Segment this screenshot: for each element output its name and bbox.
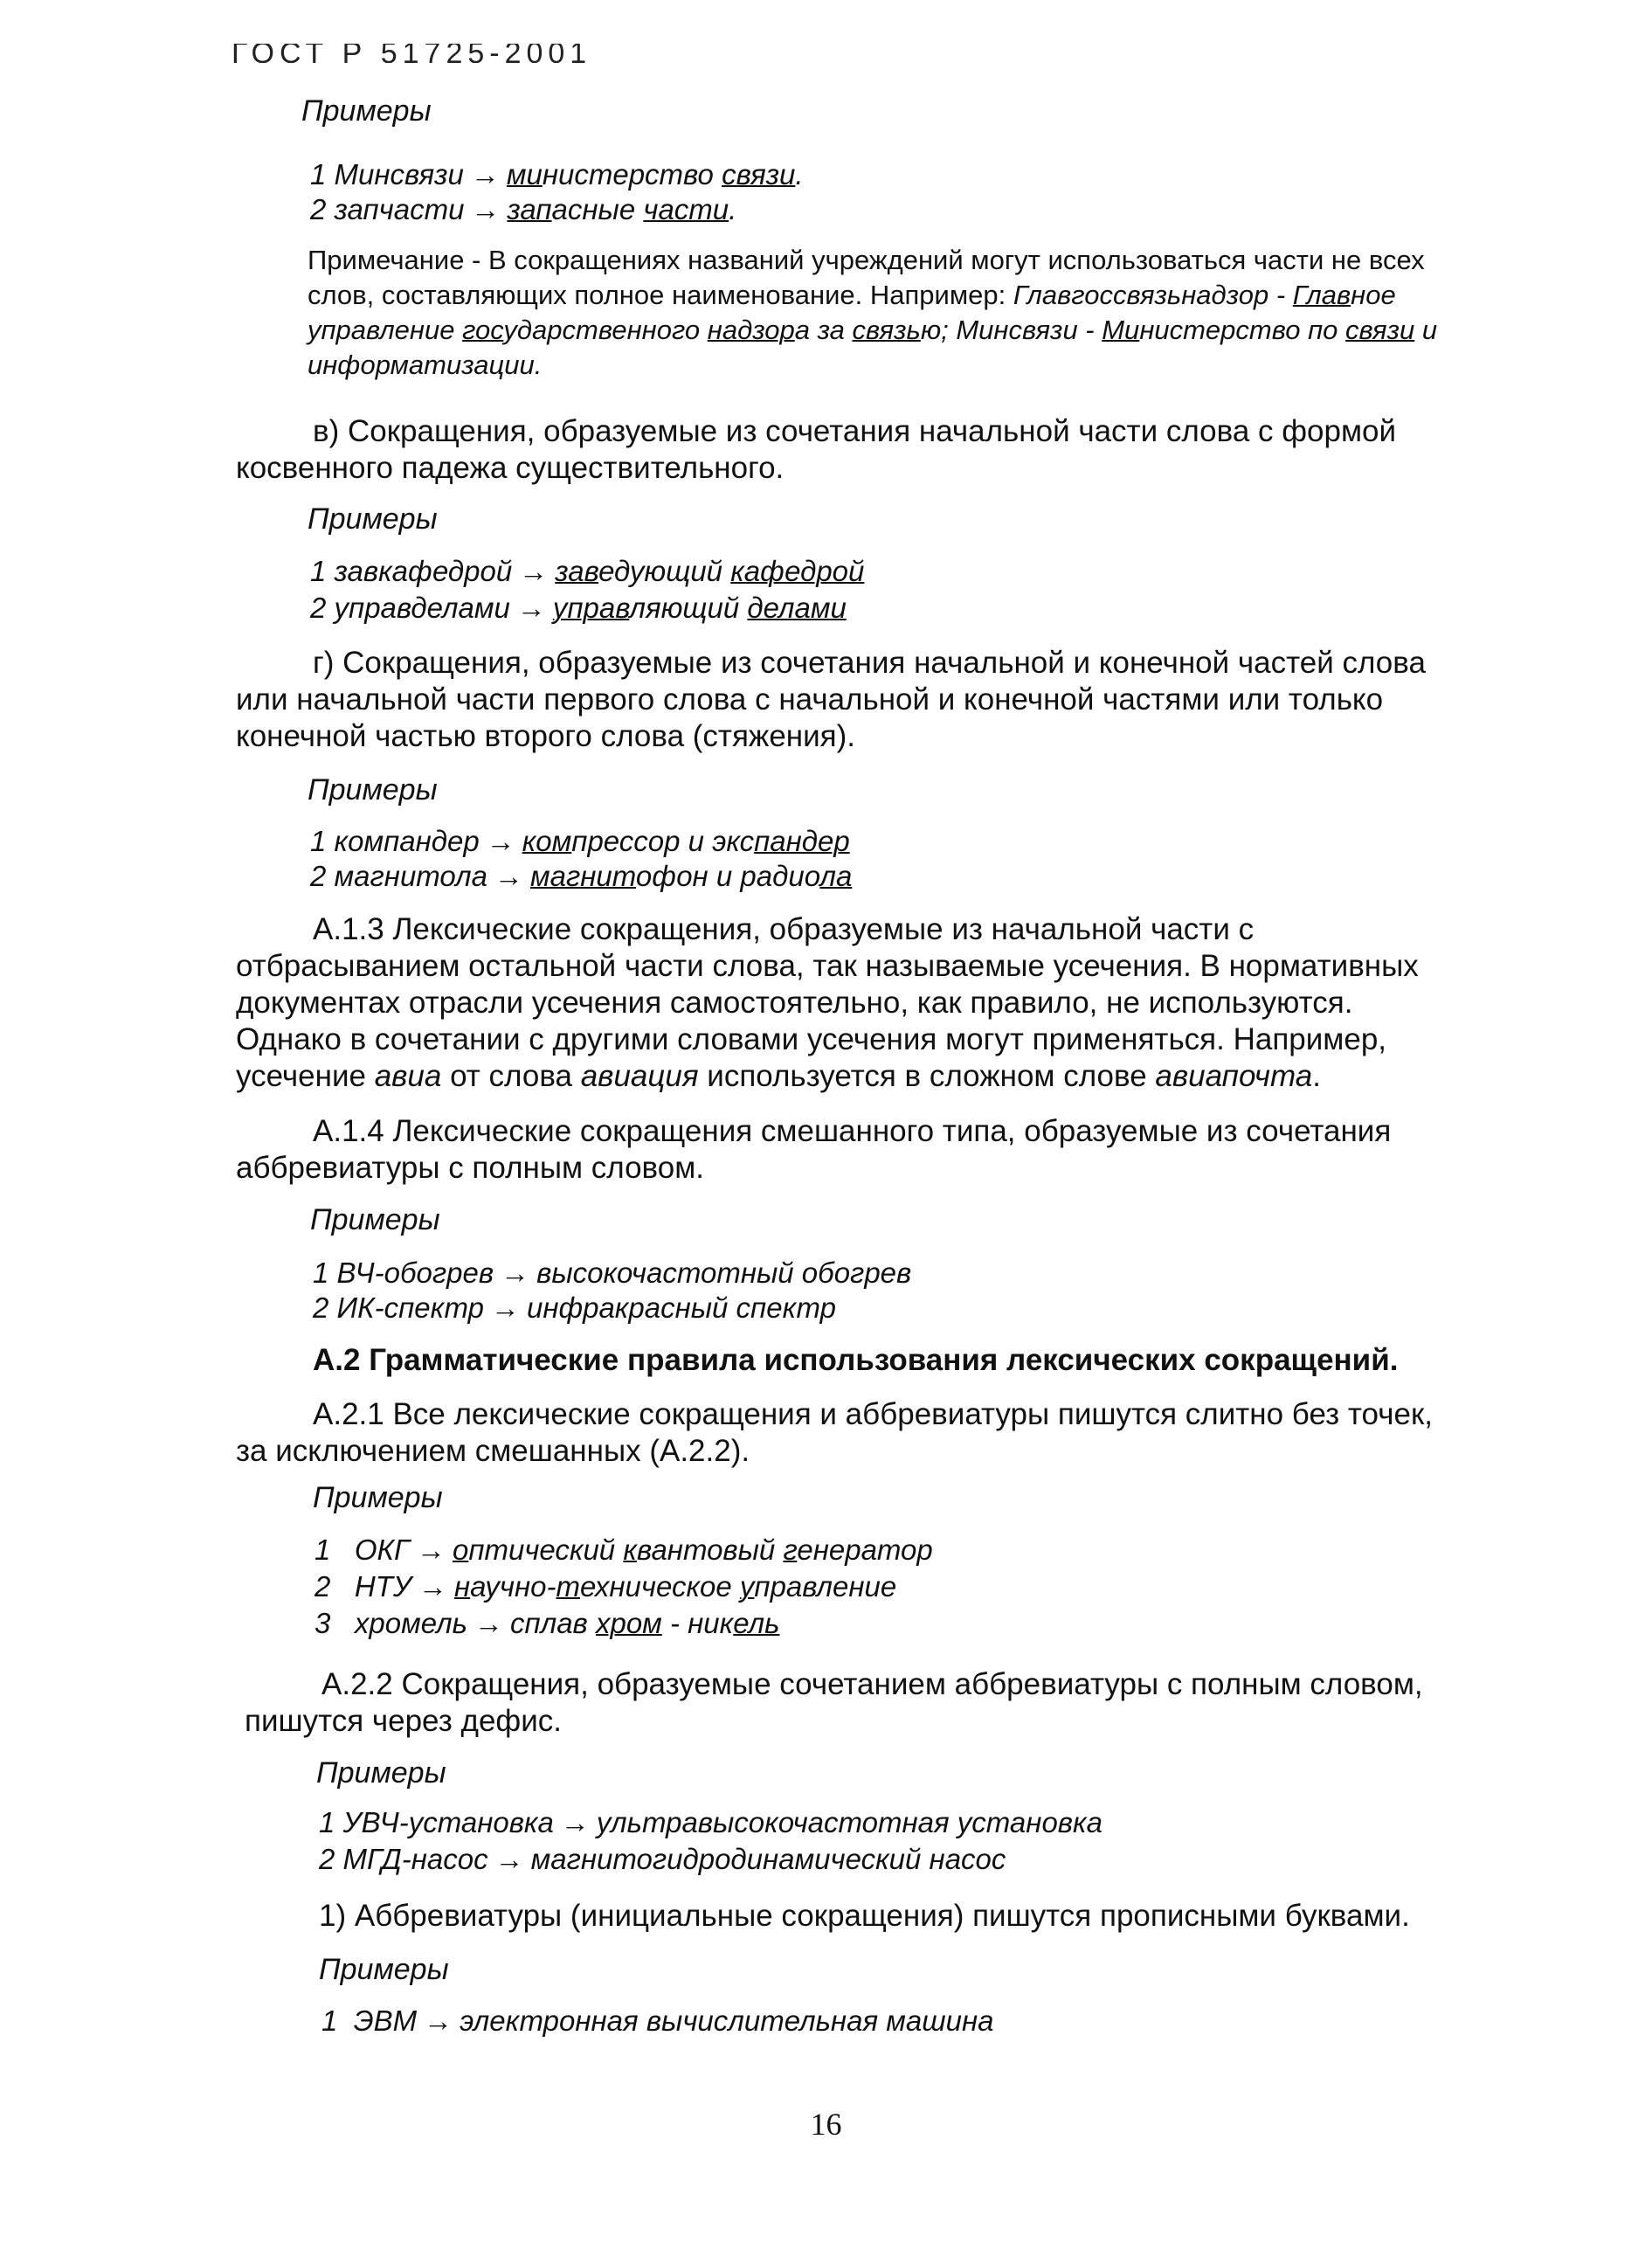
arrow-icon: → bbox=[471, 193, 501, 225]
arrow-icon: → bbox=[516, 592, 546, 624]
example-item: 2 ИК-спектр → инфракрасный спектр bbox=[313, 1291, 836, 1324]
example-item: 2 запчасти → запасные части. bbox=[310, 193, 737, 225]
example-item: 2 управделами → управляющий делами bbox=[310, 592, 847, 624]
paragraph-a-1-4: А.1.4 Лексические сокращения смешанного типа, образуемые из сочетания аббревиатуры с полным словом. bbox=[236, 1114, 1392, 1185]
example-item: 3 хромель → сплав хром - никель bbox=[315, 1607, 780, 1639]
example-item: 1 ОКГ → оптический квантовый генератор bbox=[315, 1534, 933, 1566]
paragraph-a-2-1: А.2.1 Все лексические сокращения и аббревиатуры пишутся слитно без точек, за исключением смешанных (А.2.2). bbox=[236, 1397, 1433, 1468]
examples-heading: Примеры bbox=[301, 94, 432, 128]
example-item: 2 магнитола → магнитофон и радиола bbox=[310, 860, 853, 892]
example-item: 1 завкафедрой → заведующий кафедрой bbox=[310, 555, 865, 587]
paragraph-a-2-2: А.2.2 Сокращения, образуемые сочетанием аббревиатуры с полным словом, пишутся через дефис. bbox=[245, 1667, 1423, 1738]
arrow-icon: → bbox=[491, 1291, 521, 1324]
examples-heading: Примеры bbox=[313, 1481, 443, 1514]
running-header: ГОСТ Р 51725-2001 bbox=[232, 44, 592, 63]
examples-heading: Примеры bbox=[308, 773, 438, 807]
examples-heading: Примеры bbox=[316, 1756, 446, 1790]
arrow-icon: → bbox=[418, 1570, 447, 1603]
paragraph-v: в) Сокращения, образуемые из сочетания начальной части слова с формой косвенного падежа существительного. bbox=[236, 414, 1397, 485]
examples-heading: Примеры bbox=[319, 1953, 449, 1986]
arrow-icon: → bbox=[501, 1257, 530, 1289]
arrow-icon: → bbox=[560, 1806, 590, 1838]
arrow-icon: → bbox=[470, 158, 500, 190]
arrow-icon: → bbox=[494, 1843, 524, 1875]
arrow-icon: → bbox=[519, 555, 549, 587]
arrow-icon: → bbox=[473, 1607, 503, 1639]
example-item: 2 НТУ → научно-техническое управление bbox=[315, 1570, 897, 1603]
example-item: 1 ЭВМ → электронная вычислительная машина bbox=[321, 2004, 994, 2037]
arrow-icon: → bbox=[494, 860, 524, 892]
example-item: 1 ВЧ-обогрев → высокочастотный обогрев bbox=[313, 1257, 912, 1289]
page-number: 16 bbox=[810, 2107, 842, 2142]
example-item: 1 компандер → компрессор и экспандер bbox=[310, 825, 850, 857]
example-item: 2 МГД-насос → магнитогидродинамический насос bbox=[319, 1843, 1006, 1875]
arrow-icon: → bbox=[424, 2004, 453, 2037]
paragraph-a-1-3: А.1.3 Лексические сокращения, образуемые из начальной части с отбрасыванием остальной части слова, так называемые усечения. В нормативных документах отрасли усечения самостоятельно, как правило, не используются. Однако в сочетании с другими словами усечения могут применяться. Например, усечение авиа от слова авиация используется в сложном слове авиапочта. bbox=[236, 912, 1419, 1093]
examples-heading: Примеры bbox=[310, 1203, 440, 1236]
arrow-icon: → bbox=[416, 1534, 446, 1566]
examples-heading: Примеры bbox=[308, 502, 438, 536]
section-heading-a-2: А.2 Грамматические правила использования лексических сокращений. bbox=[313, 1343, 1399, 1377]
note-paragraph: Примечание - В сокращениях названий учреждений могут использоваться части не всех слов, составляющих полное наименование. Например: Главгоссвязьнадзор - Главное управление государственного надзора за связью; Минсвязи - Министерство по связи и информатизации. bbox=[308, 245, 1438, 380]
paragraph-rule-1: 1) Аббревиатуры (инициальные сокращения) пишутся прописными буквами. bbox=[319, 1899, 1410, 1933]
example-item: 1 УВЧ-установка → ультравысокочастотная установка bbox=[319, 1806, 1102, 1838]
example-item: 1 Минсвязи → министерство связи. bbox=[310, 158, 804, 190]
paragraph-g: г) Сокращения, образуемые из сочетания начальной и конечной частей слова или начальной части первого слова с начальной и конечной частями или только конечной частью второго слова (стяжения). bbox=[236, 646, 1426, 753]
arrow-icon: → bbox=[486, 825, 515, 857]
